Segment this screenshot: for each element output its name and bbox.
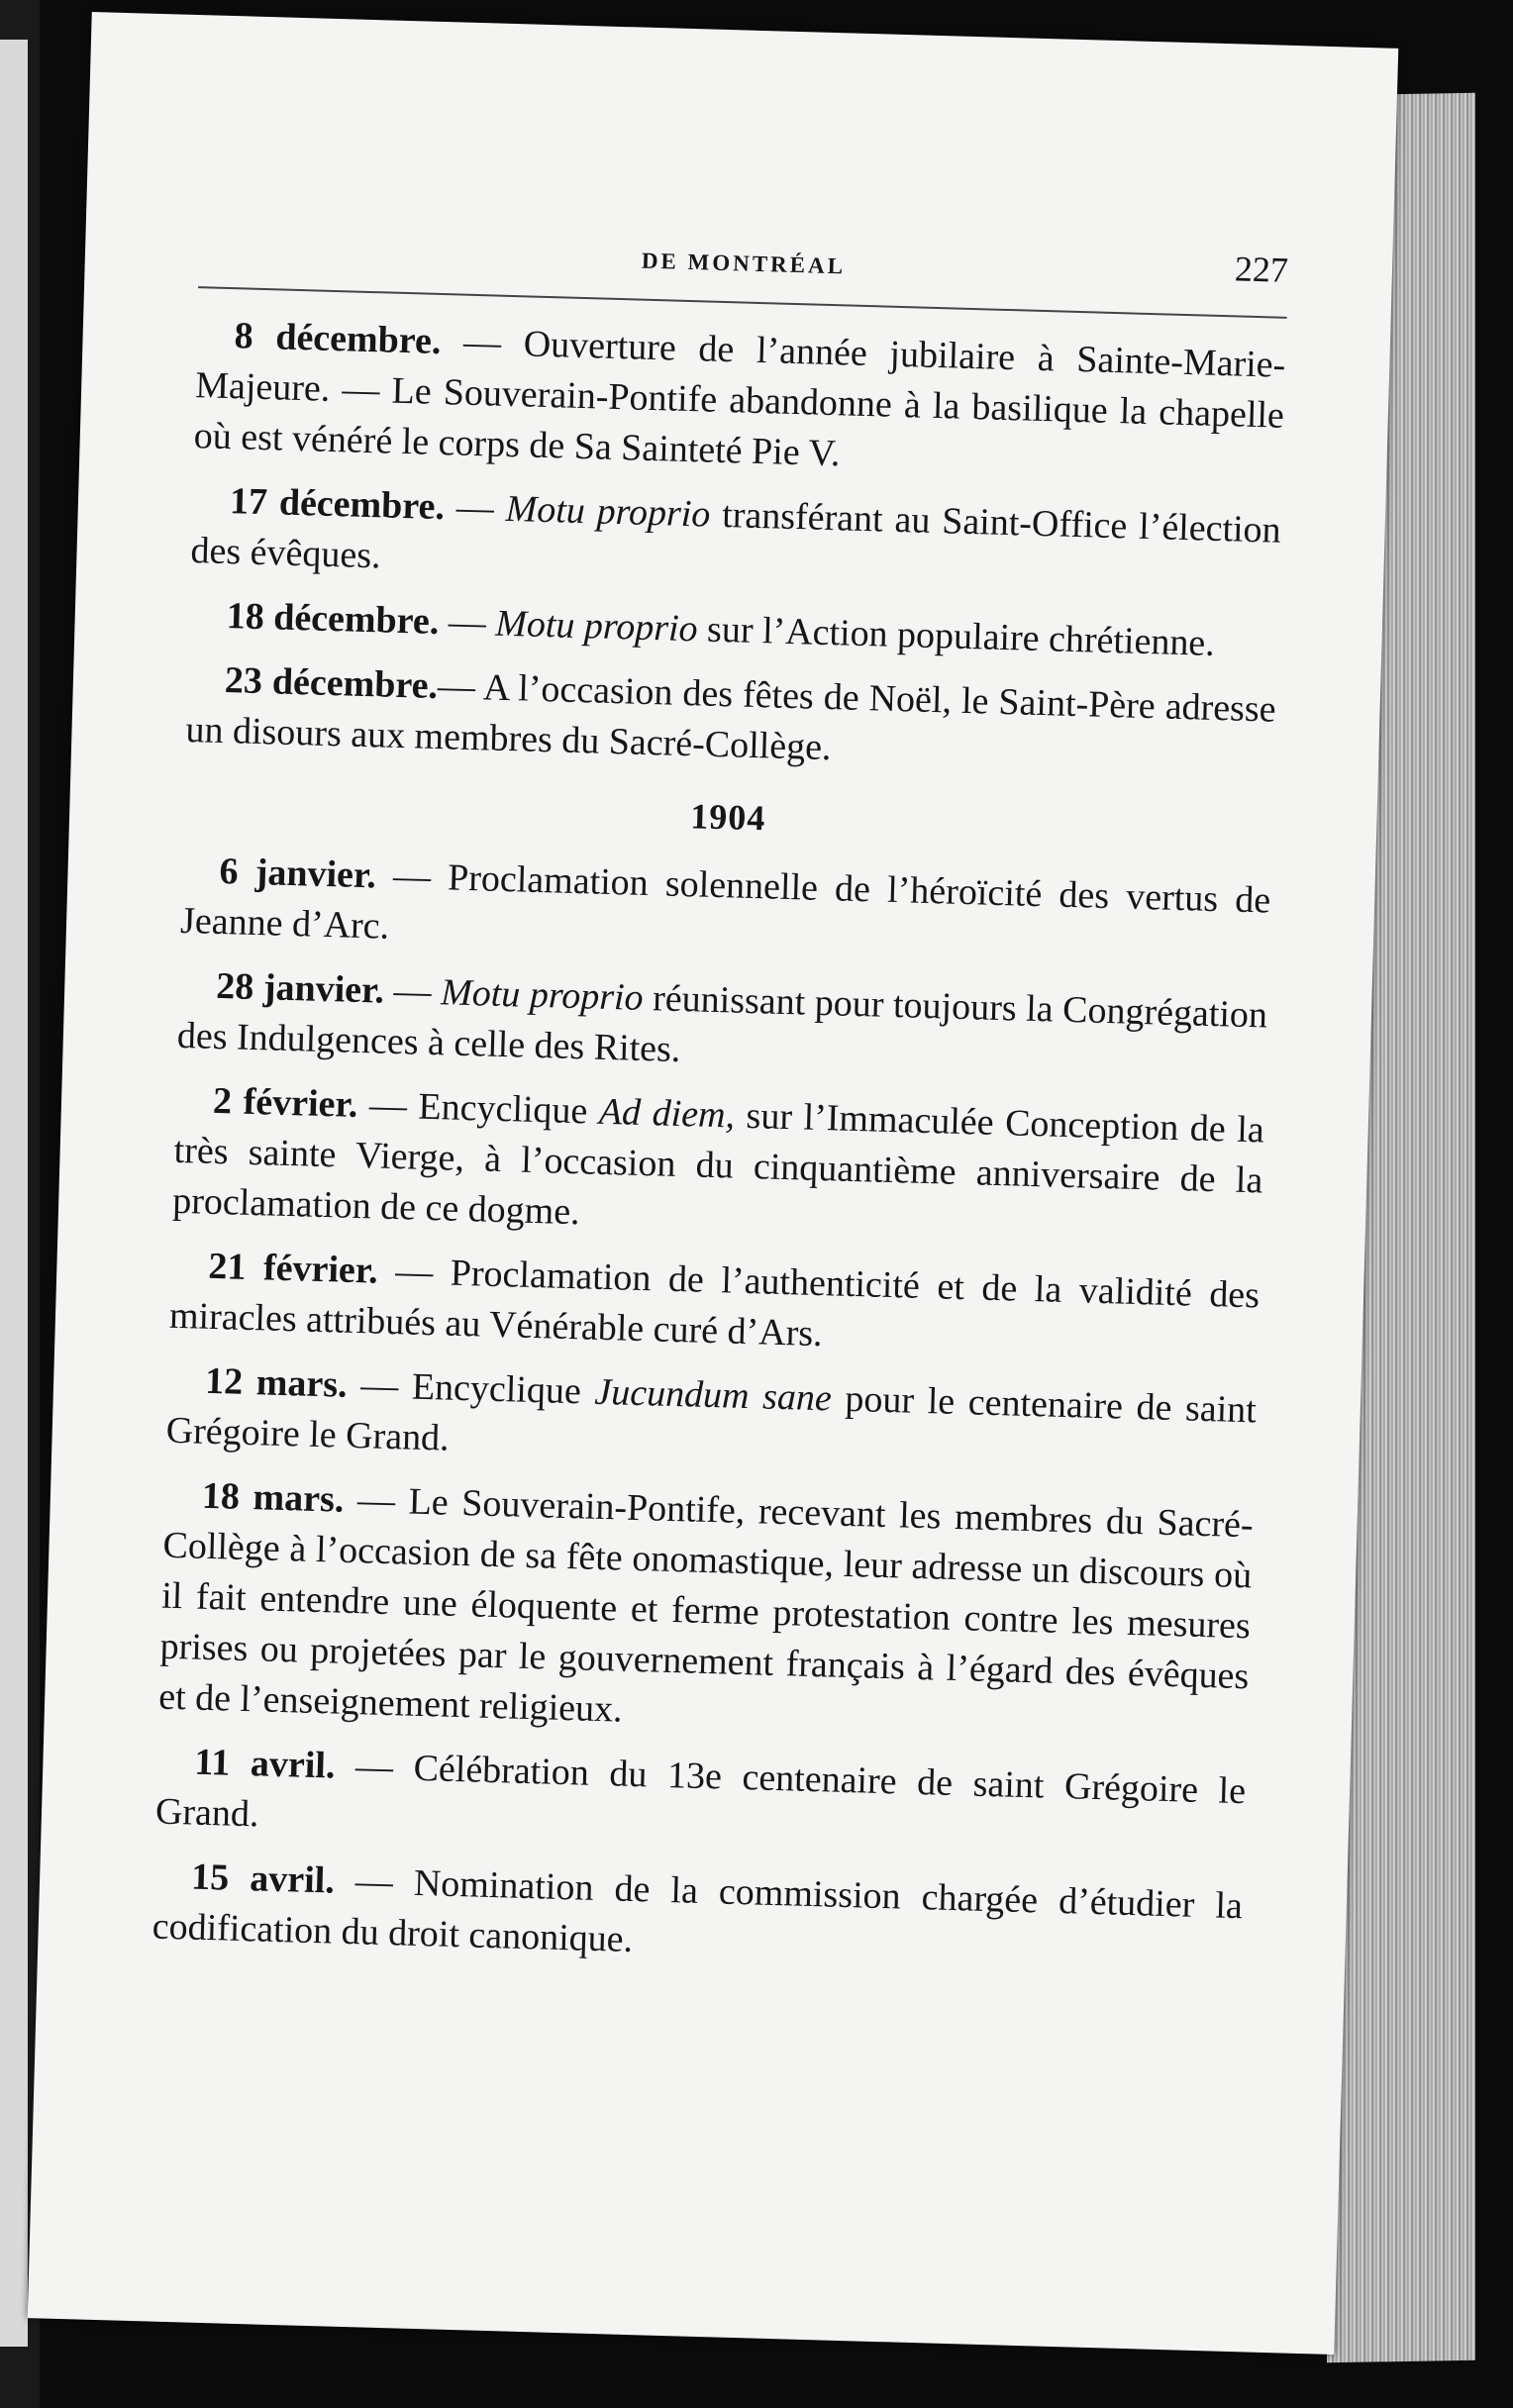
year-heading: 1904 — [689, 796, 766, 839]
entry-italic-text: Jucundum sane — [593, 1370, 833, 1420]
entry-italic-text: Ad diem, — [598, 1090, 736, 1137]
running-title: DE MONTRÉAL — [641, 248, 847, 279]
entry-date: 18 mars. — [201, 1474, 345, 1521]
entry-text: pour le centenaire de saint Grégoire le Grand. — [165, 1377, 1258, 1459]
entry-text: — Ouverture de l’année jubilaire à Sainte-Marie-Majeure. — Le Souverain-Pontife abandonne à la basilique la chapelle où est vénéré le corps de Sa Sainteté Pie V. — [193, 321, 1286, 475]
entry-italic-text: Motu proprio — [440, 971, 645, 1019]
running-head — [198, 223, 1288, 313]
entry-italic-text: Motu proprio — [505, 487, 711, 536]
chronology-entry — [179, 846, 1270, 977]
entry-date: 11 avril. — [193, 1741, 337, 1787]
page-content — [151, 223, 1289, 1996]
entry-text: — Proclamation solennelle de l’héroïcité des vertus de Jeanne d’Arc. — [179, 854, 1271, 948]
entry-date: 18 décembre. — [226, 595, 440, 644]
entry-date: 12 mars. — [204, 1359, 349, 1406]
chronology-entry — [168, 1241, 1260, 1372]
entry-date: 6 janvier. — [219, 850, 377, 897]
entries-1903 — [185, 310, 1286, 786]
chronology-entry — [151, 1852, 1243, 1983]
entry-date: 23 décembre. — [224, 659, 439, 708]
entry-text: réunissant pour toujours la Congrégation des Indulgences à celle des Rites. — [176, 976, 1268, 1071]
entry-date: 15 avril. — [190, 1856, 336, 1902]
entry-text: — — [444, 486, 507, 530]
left-book-edge — [0, 0, 40, 2408]
chronology-entry — [158, 1470, 1255, 1754]
entry-text: — A l’occasion des fêtes de Noël, le Saint-Père adresse un disours aux membres du Sacré-Collège. — [184, 665, 1277, 769]
chronology-entry — [185, 654, 1276, 786]
entry-date: 28 janvier. — [215, 964, 385, 1012]
chronology-entry — [154, 1737, 1246, 1868]
book-page — [28, 12, 1399, 2355]
entry-text: — Le Souverain-Pontife, recevant les membres du Sacré-Collège à l’occasion de sa fête onomastique, leur adresse un discours où il fait entendre une éloquente et ferme protestation contre les mesures prises ou projetées par le gouvernement français à l’égard des évêques et de l’enseignement religieux. — [157, 1478, 1255, 1731]
page-number: 227 — [1234, 249, 1289, 290]
entry-text: sur l’Action populaire chrétienne. — [697, 608, 1216, 664]
chronology-entry — [165, 1355, 1257, 1487]
entry-text: — — [438, 601, 496, 645]
entry-italic-text: Motu proprio — [494, 602, 699, 651]
chronology-entry — [193, 310, 1286, 492]
entry-date: 21 février. — [207, 1245, 379, 1292]
entry-text: — Encyclique — [356, 1083, 600, 1133]
entry-text: sur l’Immaculée Conception de la très sainte Vierge, à l’occasion du cinquantième anniversaire de la proclamation de ce dogme. — [171, 1094, 1265, 1234]
entry-text: — Proclamation de l’authenticité et de la validité des miracles attribués au Vénérable curé d’Ars. — [168, 1250, 1261, 1355]
entry-text: — — [383, 969, 442, 1014]
chronology-entry — [176, 960, 1267, 1092]
entry-date: 17 décembre. — [229, 480, 446, 529]
entry-text: — Nomination de la commission chargée d’étudier la codification du droit canonique. — [151, 1859, 1244, 1961]
entry-text: — Célébration du 13e centenaire de saint Grégoire le Grand. — [154, 1745, 1247, 1836]
chronology-entry — [172, 1075, 1265, 1257]
chronology-entry — [190, 475, 1281, 607]
entries-1904 — [151, 846, 1271, 1982]
entry-text: — Encyclique — [347, 1363, 596, 1413]
entry-date: 8 décembre. — [234, 315, 442, 362]
entry-date: 2 février. — [212, 1079, 358, 1126]
left-page-sliver — [0, 40, 28, 2347]
entry-text: transférant au Saint-Office l’élection des évêques. — [190, 493, 1282, 577]
